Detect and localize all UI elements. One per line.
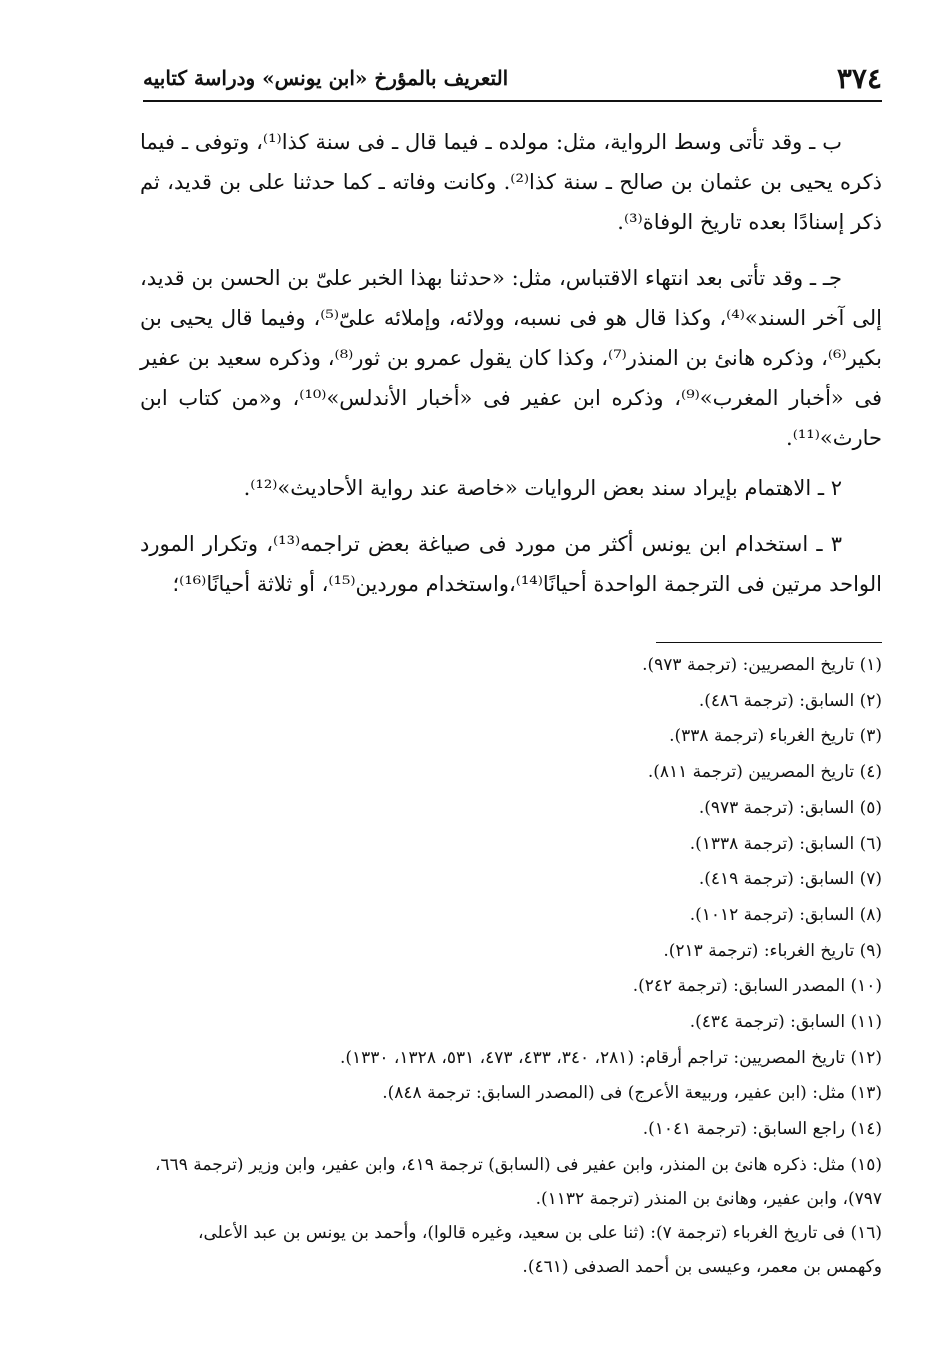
footnote: (٩) تاريخ الغرباء: (ترجمة ٢١٣). <box>663 940 882 961</box>
paragraph: جـ ـ وقد تأتى بعد انتهاء الاقتباس، مثل: «حدثنا بهذا الخبر علىّ بن الحسن بن قديد، إلى آخر السند»⁽⁴⁾، وكذا قال هو فى نسبه، وولائه، وإملائه علىّ⁽⁵⁾، وفيما قال يحيى بن بكير⁽⁶⁾، وذكره هانئ بن المنذر⁽⁷⁾، وكذا كان يقول عمرو بن ثور⁽⁸⁾، وذكره سعيد بن عفير فى «أخبار المغرب»⁽⁹⁾، وذكره ابن عفير فى «أخبار الأندلس»⁽¹⁰⁾، و«من كتاب ابن حارث»⁽¹¹⁾. <box>140 266 883 450</box>
paragraph: ب ـ وقد تأتى وسط الرواية، مثل: مولده ـ فيما قال ـ فى سنة كذا⁽¹⁾، وتوفى ـ فيما ذكره يحيى بن عثمان بن صالح ـ سنة كذا⁽²⁾. وكانت وفاته ـ كما حدثنا على بن قديد، ثم ذكر إسنادًا بعده تاريخ الوفاة⁽³⁾. <box>140 130 882 234</box>
footnote: (١٤) راجع السابق: (ترجمة ١٠٤١). <box>642 1119 882 1140</box>
footnote: (١٢) تاريخ المصريين: تراجم أرقام: (٢٨١، ٣٤٠، ٤٣٣، ٤٧٣، ٥٣١، ١٣٢٨، ١٣٣٠). <box>339 1047 882 1068</box>
footnotes <box>140 648 882 1284</box>
body-text <box>140 122 882 620</box>
footnote: (٥) السابق: (ترجمة ٩٧٣). <box>698 797 882 818</box>
page-number: ٣٧٤ <box>836 61 882 95</box>
footnote: (٧) السابق: (ترجمة ٤١٩). <box>698 869 882 890</box>
header-rule <box>143 100 882 102</box>
footnote: (٣) تاريخ الغرباء (ترجمة ٣٣٨). <box>669 726 882 747</box>
footnote: (٤) تاريخ المصريين (ترجمة ٨١١). <box>647 762 882 783</box>
footnote: (١) تاريخ المصريين: (ترجمة ٩٧٣). <box>642 655 882 675</box>
running-title: التعريف بالمؤرخ «ابن يونس» ودراسة كتابيه <box>143 66 509 90</box>
paragraph: ٢ ـ الاهتمام بإيراد سند بعض الروايات «خاصة عند رواية الأحاديث»⁽¹²⁾. <box>243 476 842 500</box>
footnote-separator <box>656 642 882 643</box>
paragraph: ٣ ـ استخدام ابن يونس أكثر من مورد فى صياغة بعض تراجمه⁽¹³⁾، وتكرار المورد الواحد مرتين فى الترجمة الواحدة أحيانًا⁽¹⁴⁾،واستخدام موردين⁽¹⁵⁾، أو ثلاثة أحيانًا⁽¹⁶⁾؛ <box>140 532 882 596</box>
footnote: (١١) السابق: (ترجمة ٤٣٤). <box>689 1012 882 1033</box>
footnote: (٢) السابق: (ترجمة ٤٨٦). <box>698 690 882 711</box>
footnote: (١٦) فى تاريخ الغرباء (ترجمة ٧): (ثنا على بن سعيد، وغيره قالوا)، وأحمد بن يونس بن عبد الأعلى، وكهمس بن معمر، وعيسى بن أحمد الصدفى (٤٦١). <box>197 1222 882 1277</box>
footnote: (١٠) المصدر السابق: (ترجمة ٢٤٢). <box>632 976 882 997</box>
footnote: (١٣) مثل: (ابن عفير، وربيعة الأعرج) فى (المصدر السابق: ترجمة ٨٤٨). <box>382 1083 882 1104</box>
page-header <box>143 60 882 96</box>
footnote: (١٥) مثل: ذكره هانئ بن المنذر، وابن عفير فى (السابق) ترجمة ٤١٩، وابن عفير، وابن وزير (ترجمة ٦٦٩، ٧٩٧)، وابن عفير، وهانئ بن المنذر (ترجمة ١١٣٢). <box>154 1154 882 1209</box>
footnote: (٨) السابق: (ترجمة ١٠١٢). <box>689 904 882 925</box>
footnote: (٦) السابق: (ترجمة ١٣٣٨). <box>689 833 882 854</box>
